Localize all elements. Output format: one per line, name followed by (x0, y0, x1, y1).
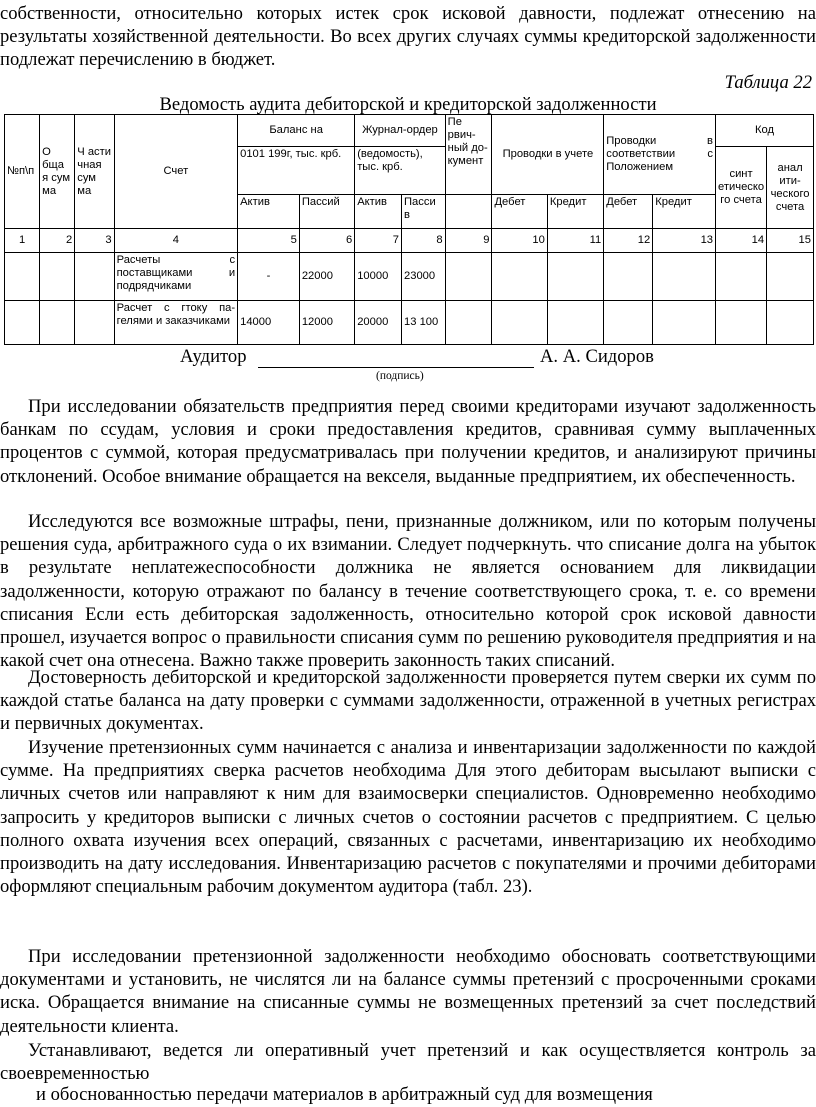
header-primary-document: Пе рвич-ный до-кумент (445, 115, 492, 195)
col-number: 2 (40, 229, 75, 253)
header-num: №п\п (5, 115, 40, 229)
col-number: 12 (604, 229, 653, 253)
body-paragraph: Достоверность дебиторской и кредиторской задолженности проверяется путем сверки их сумм по каждой статье баланса на дату проверки с суммами задолженности, отраженной в учетных регистрах и первичных документах. (0, 667, 816, 735)
header-primary-empty (445, 195, 492, 229)
auditor-label: Аудитор (180, 346, 247, 367)
row-passive-journal: 23000 (402, 253, 446, 301)
header-debet: Дебет (492, 195, 547, 229)
header-active: Актив (238, 195, 300, 229)
header-code: Код (716, 115, 814, 147)
header-analytic-account: анал ити-ческого счета (767, 147, 814, 229)
header-partial-sum: Ч асти чная сум ма (75, 115, 114, 229)
row-active-journal: 20000 (355, 301, 402, 345)
header-credit-regulation: Кредит (653, 195, 716, 229)
auditor-name: А. А. Сидоров (540, 346, 654, 367)
header-credit: Кредит (547, 195, 603, 229)
table-title: Ведомость аудита дебиторской и кредиторской задолженности (159, 94, 657, 115)
table-label: Таблица 22 (724, 72, 812, 93)
signature-line (258, 346, 534, 368)
row-account: Расчет с гтоку па-гелями и заказчиками (114, 301, 237, 345)
col-number: 3 (75, 229, 114, 253)
body-paragraph: Устанавливают, ведется ли оперативный учет претензий и как осуществляется контроль за своевременностью (0, 1040, 816, 1085)
header-passive-journal: Пасси в (402, 195, 446, 229)
col-number: 13 (653, 229, 716, 253)
header-account: Счет (114, 115, 237, 229)
header-journal: Журнал-ордер (355, 115, 445, 147)
row-account: Расчеты с поставщиками и подрядчиками (114, 253, 237, 301)
table-row (5, 253, 814, 301)
col-number: 5 (238, 229, 300, 253)
col-number: 15 (767, 229, 814, 253)
header-synthetic-account: синт етическо го счета (716, 147, 767, 229)
intro-paragraph: собственности, относительно которых истек срок исковой давности, подлежат отнесению на результаты хозяйственной деятельности. Во всех других случаях суммы кредиторской задолженности подлежат перечислению в бюджет. (0, 3, 816, 71)
body-paragraph: и обоснованностью передачи материалов в арбитражный суд для возмещения (36, 1084, 653, 1105)
header-total-sum: О бща я сум ма (40, 115, 75, 229)
row-active: 14000 (238, 301, 300, 345)
row-active-journal: 10000 (355, 253, 402, 301)
signature-caption: (подпись) (376, 370, 424, 382)
header-passive: Пассий (299, 195, 354, 229)
col-number: 7 (355, 229, 402, 253)
header-journal-unit: (ведомость), тыс. крб. (355, 147, 445, 195)
col-number: 4 (114, 229, 237, 253)
col-number: 10 (492, 229, 547, 253)
row-passive: 12000 (299, 301, 354, 345)
col-number: 11 (547, 229, 603, 253)
col-number: 6 (299, 229, 354, 253)
table-row (5, 301, 814, 345)
header-balance-date: 0101 199г, тыс. крб. (238, 147, 355, 195)
header-entries-accounting: Проводки в учете (492, 115, 604, 195)
body-paragraph: Исследуются все возможные штрафы, пени, признанные должником, или по которым получены решения суда, арбитражного суда о их взимании. Следует подчеркнуть. что списание долга на убыток в результате неплатежеспособности должника не является основанием для ликвидации задолженности, которую отражают по балансу в течение соответствующего срока, т. е. со времени списания Если есть дебиторская задолженность, относительно которой срок исковой давности прошел, изучается вопрос о правильности списания сумм по решению руководителя предприятия и на какой счет она отнесена. Важно также проверить законность таких списаний. (0, 511, 816, 672)
header-entries-regulation: Проводки в соответствии с Положением (604, 115, 716, 195)
col-number: 14 (716, 229, 767, 253)
row-passive-journal: 13 100 (402, 301, 446, 345)
col-number: 8 (402, 229, 446, 253)
header-debet-regulation: Дебет (604, 195, 653, 229)
header-active-journal: Актив (355, 195, 402, 229)
header-balance: Баланс на (238, 115, 355, 147)
row-passive: 22000 (299, 253, 354, 301)
body-paragraph: При исследовании обязательств предприятия перед своими кредиторами изучают задолженность банкам по ссудам, условия и сроки предоставления кредитов, сравнивая сумму выплаченных процентов с суммой, которая предусматривалась при получении кредитов, и анализируют причины отклонений. Особое внимание обращается на векселя, выданные предприятием, их обеспеченность. (0, 396, 816, 487)
column-number-row (5, 229, 814, 253)
col-number: 9 (445, 229, 492, 253)
body-paragraph: Изучение претензионных сумм начинается с анализа и инвентаризации задолженности по каждой сумме. На предприятиях сверка расчетов необходима Для этого дебиторам высылают выписки с личных счетов или направляют к ним для взаимосверки специалистов. Одновременно необходимо запросить у кредиторов выписки с личных счетов о состоянии расчетов с предприятием. С целью полного охвата изучения всех операций, связанных с расчетами, инвентаризацию их необходимо производить на дату исследования. Инвентаризацию расчетов с покупателями и прочими дебиторами оформляют специальным рабочим документом аудитора (табл. 23). (0, 737, 816, 898)
row-active: - (238, 253, 300, 301)
col-number: 1 (5, 229, 40, 253)
body-paragraph: При исследовании претензионной задолженности необходимо обосновать соответствующими документами и установить, не числятся ли на балансе суммы претензий с просроченными сроками иска. Обращается внимание на списанные суммы не возмещенных претензий за счет последствий деятельности клиента. (0, 946, 816, 1037)
audit-statement-table (4, 114, 814, 345)
